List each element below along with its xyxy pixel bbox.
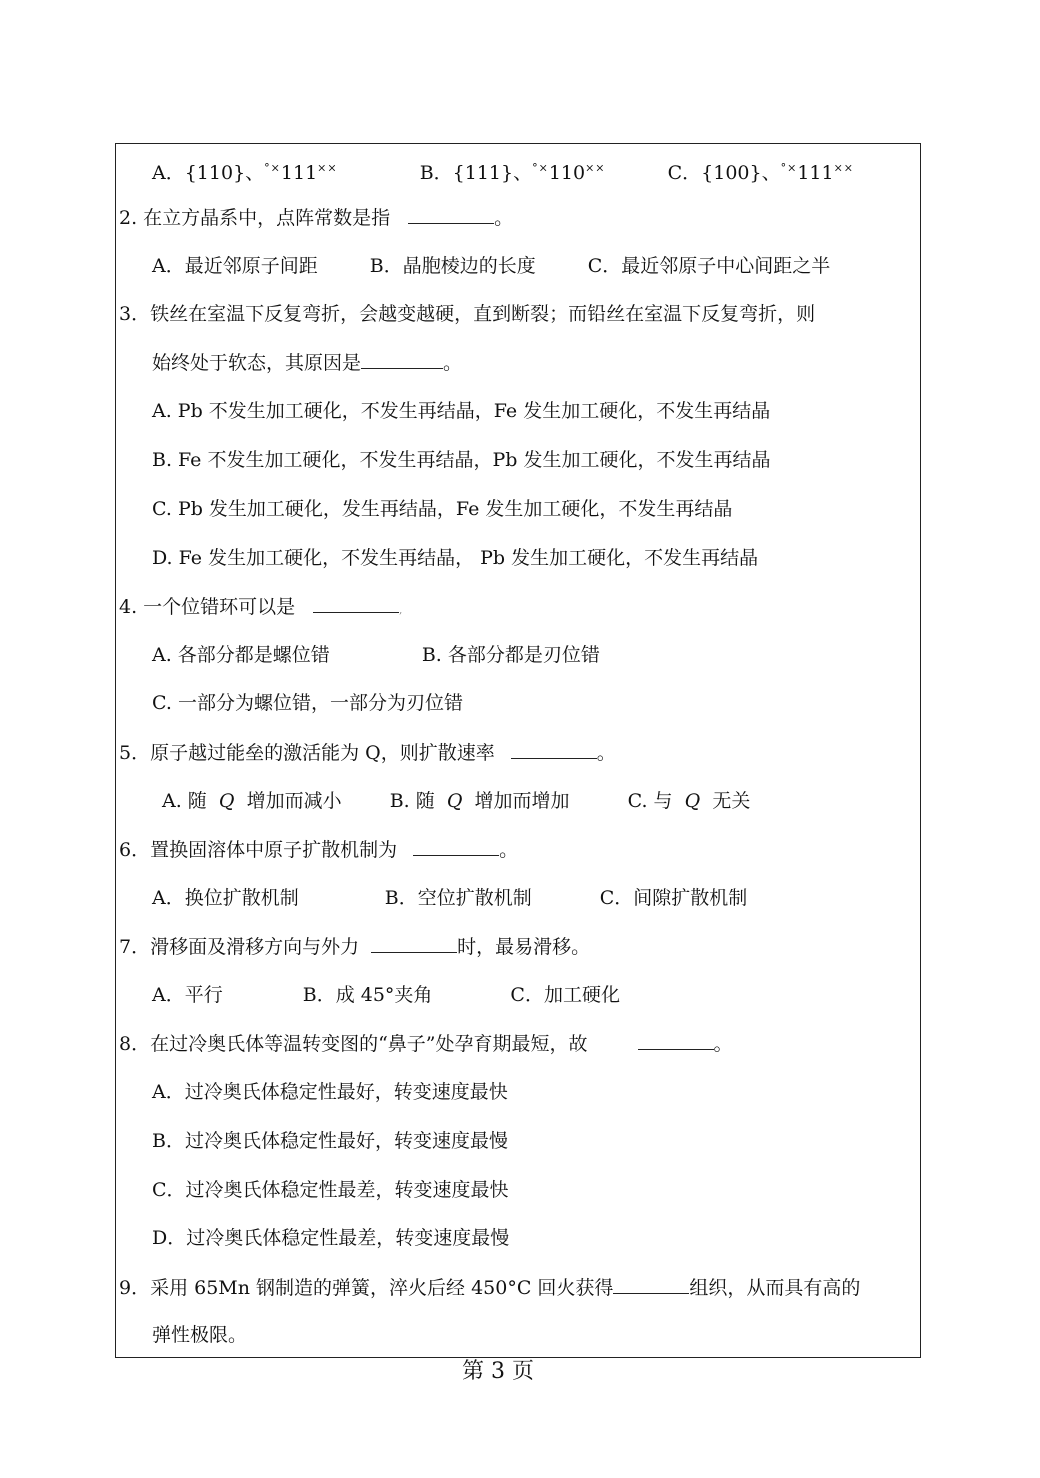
q1-option-a: A．{110}、°×111×× <box>152 162 338 185</box>
q6-option-c: C．间隙扩散机制 <box>599 887 748 909</box>
q5-stem: 5．原子越过能垒的激活能为 Q，则扩散速率 。 <box>119 742 616 764</box>
q2-option-c: C．最近邻原子中心间距之半 <box>587 255 831 277</box>
q4-stem: 4. 一个位错环可以是 , <box>119 596 403 618</box>
q1-option-b: B．{111}、°×110×× <box>419 162 606 185</box>
answer-blank[interactable] <box>408 205 494 224</box>
answer-blank[interactable] <box>413 837 499 856</box>
q8-option-b: B．过冷奥氏体稳定性最好，转变速度最慢 <box>152 1130 508 1152</box>
q1-options <box>152 157 854 185</box>
q3-option-a: A. Pb 不发生加工硬化，不发生再结晶，Fe 发生加工硬化，不发生再结晶 <box>152 400 771 422</box>
q2-stem: 2. 在立方晶系中，点阵常数是指 。 <box>119 207 514 229</box>
page-number: 第 3 页 <box>462 1359 534 1384</box>
q3-option-d: D. Fe 发生加工硬化，不发生再结晶， Pb 发生加工硬化，不发生再结晶 <box>152 547 759 569</box>
q6-option-a: A．换位扩散机制 <box>152 887 299 909</box>
q8-option-d: D．过冷奥氏体稳定性最差，转变速度最慢 <box>152 1227 510 1249</box>
q3-stem-cont: 始终处于软态，其原因是 。 <box>152 352 463 374</box>
q5-option-b: B. 随 Q 增加而增加 <box>389 790 570 812</box>
q6-stem: 6．置换固溶体中原子扩散机制为 。 <box>119 839 519 861</box>
answer-blank[interactable] <box>361 350 443 369</box>
q6-option-b: B．空位扩散机制 <box>384 887 532 909</box>
q7-options <box>152 983 620 1007</box>
q4-options-ab <box>152 643 600 667</box>
q6-options <box>152 886 747 910</box>
answer-blank[interactable] <box>613 1275 689 1294</box>
q1-option-c: C．{100}、°×111×× <box>667 162 855 185</box>
q2-option-b: B．晶胞棱边的长度 <box>369 255 536 277</box>
q5-option-a: A. 随 Q 增加而减小 <box>162 790 342 812</box>
q4-option-c: C. 一部分为螺位错，一部分为刃位错 <box>152 692 463 714</box>
q5-options <box>162 789 750 813</box>
answer-blank[interactable] <box>371 934 457 953</box>
q3-stem: 3．铁丝在室温下反复弯折，会越变越硬，直到断裂；而铅丝在室温下反复弯折，则 <box>119 303 816 325</box>
answer-blank[interactable] <box>638 1031 714 1050</box>
q7-stem: 7．滑移面及滑移方向与外力 时，最易滑移。 <box>119 936 591 958</box>
q7-option-a: A．平行 <box>152 984 223 1006</box>
q9-stem-cont: 弹性极限。 <box>152 1324 248 1346</box>
answer-blank[interactable] <box>511 740 597 759</box>
q3-option-c: C. Pb 发生加工硬化，发生再结晶，Fe 发生加工硬化，不发生再结晶 <box>152 498 733 520</box>
q2-option-a: A．最近邻原子间距 <box>152 255 318 277</box>
q8-option-a: A．过冷奥氏体稳定性最好，转变速度最快 <box>152 1081 508 1103</box>
q7-option-c: C．加工硬化 <box>510 984 620 1006</box>
q8-option-c: C．过冷奥氏体稳定性最差，转变速度最快 <box>152 1179 509 1201</box>
answer-blank[interactable] <box>313 594 399 613</box>
q8-stem: 8．在过冷奥氏体等温转变图的“鼻子”处孕育期最短，故 。 <box>119 1033 733 1055</box>
q9-stem: 9．采用 65Mn 钢制造的弹簧，淬火后经 450°C 回火获得 组织，从而具有高的 <box>119 1277 861 1299</box>
q4-option-b: B. 各部分都是刃位错 <box>421 644 600 666</box>
q4-option-a: A. 各部分都是螺位错 <box>152 644 330 666</box>
q2-options <box>152 254 830 278</box>
q3-option-b: B. Fe 不发生加工硬化，不发生再结晶，Pb 发生加工硬化，不发生再结晶 <box>152 449 771 471</box>
q7-option-b: B．成 45°夹角 <box>302 984 433 1006</box>
q5-option-c: C. 与 Q 无关 <box>627 790 751 812</box>
